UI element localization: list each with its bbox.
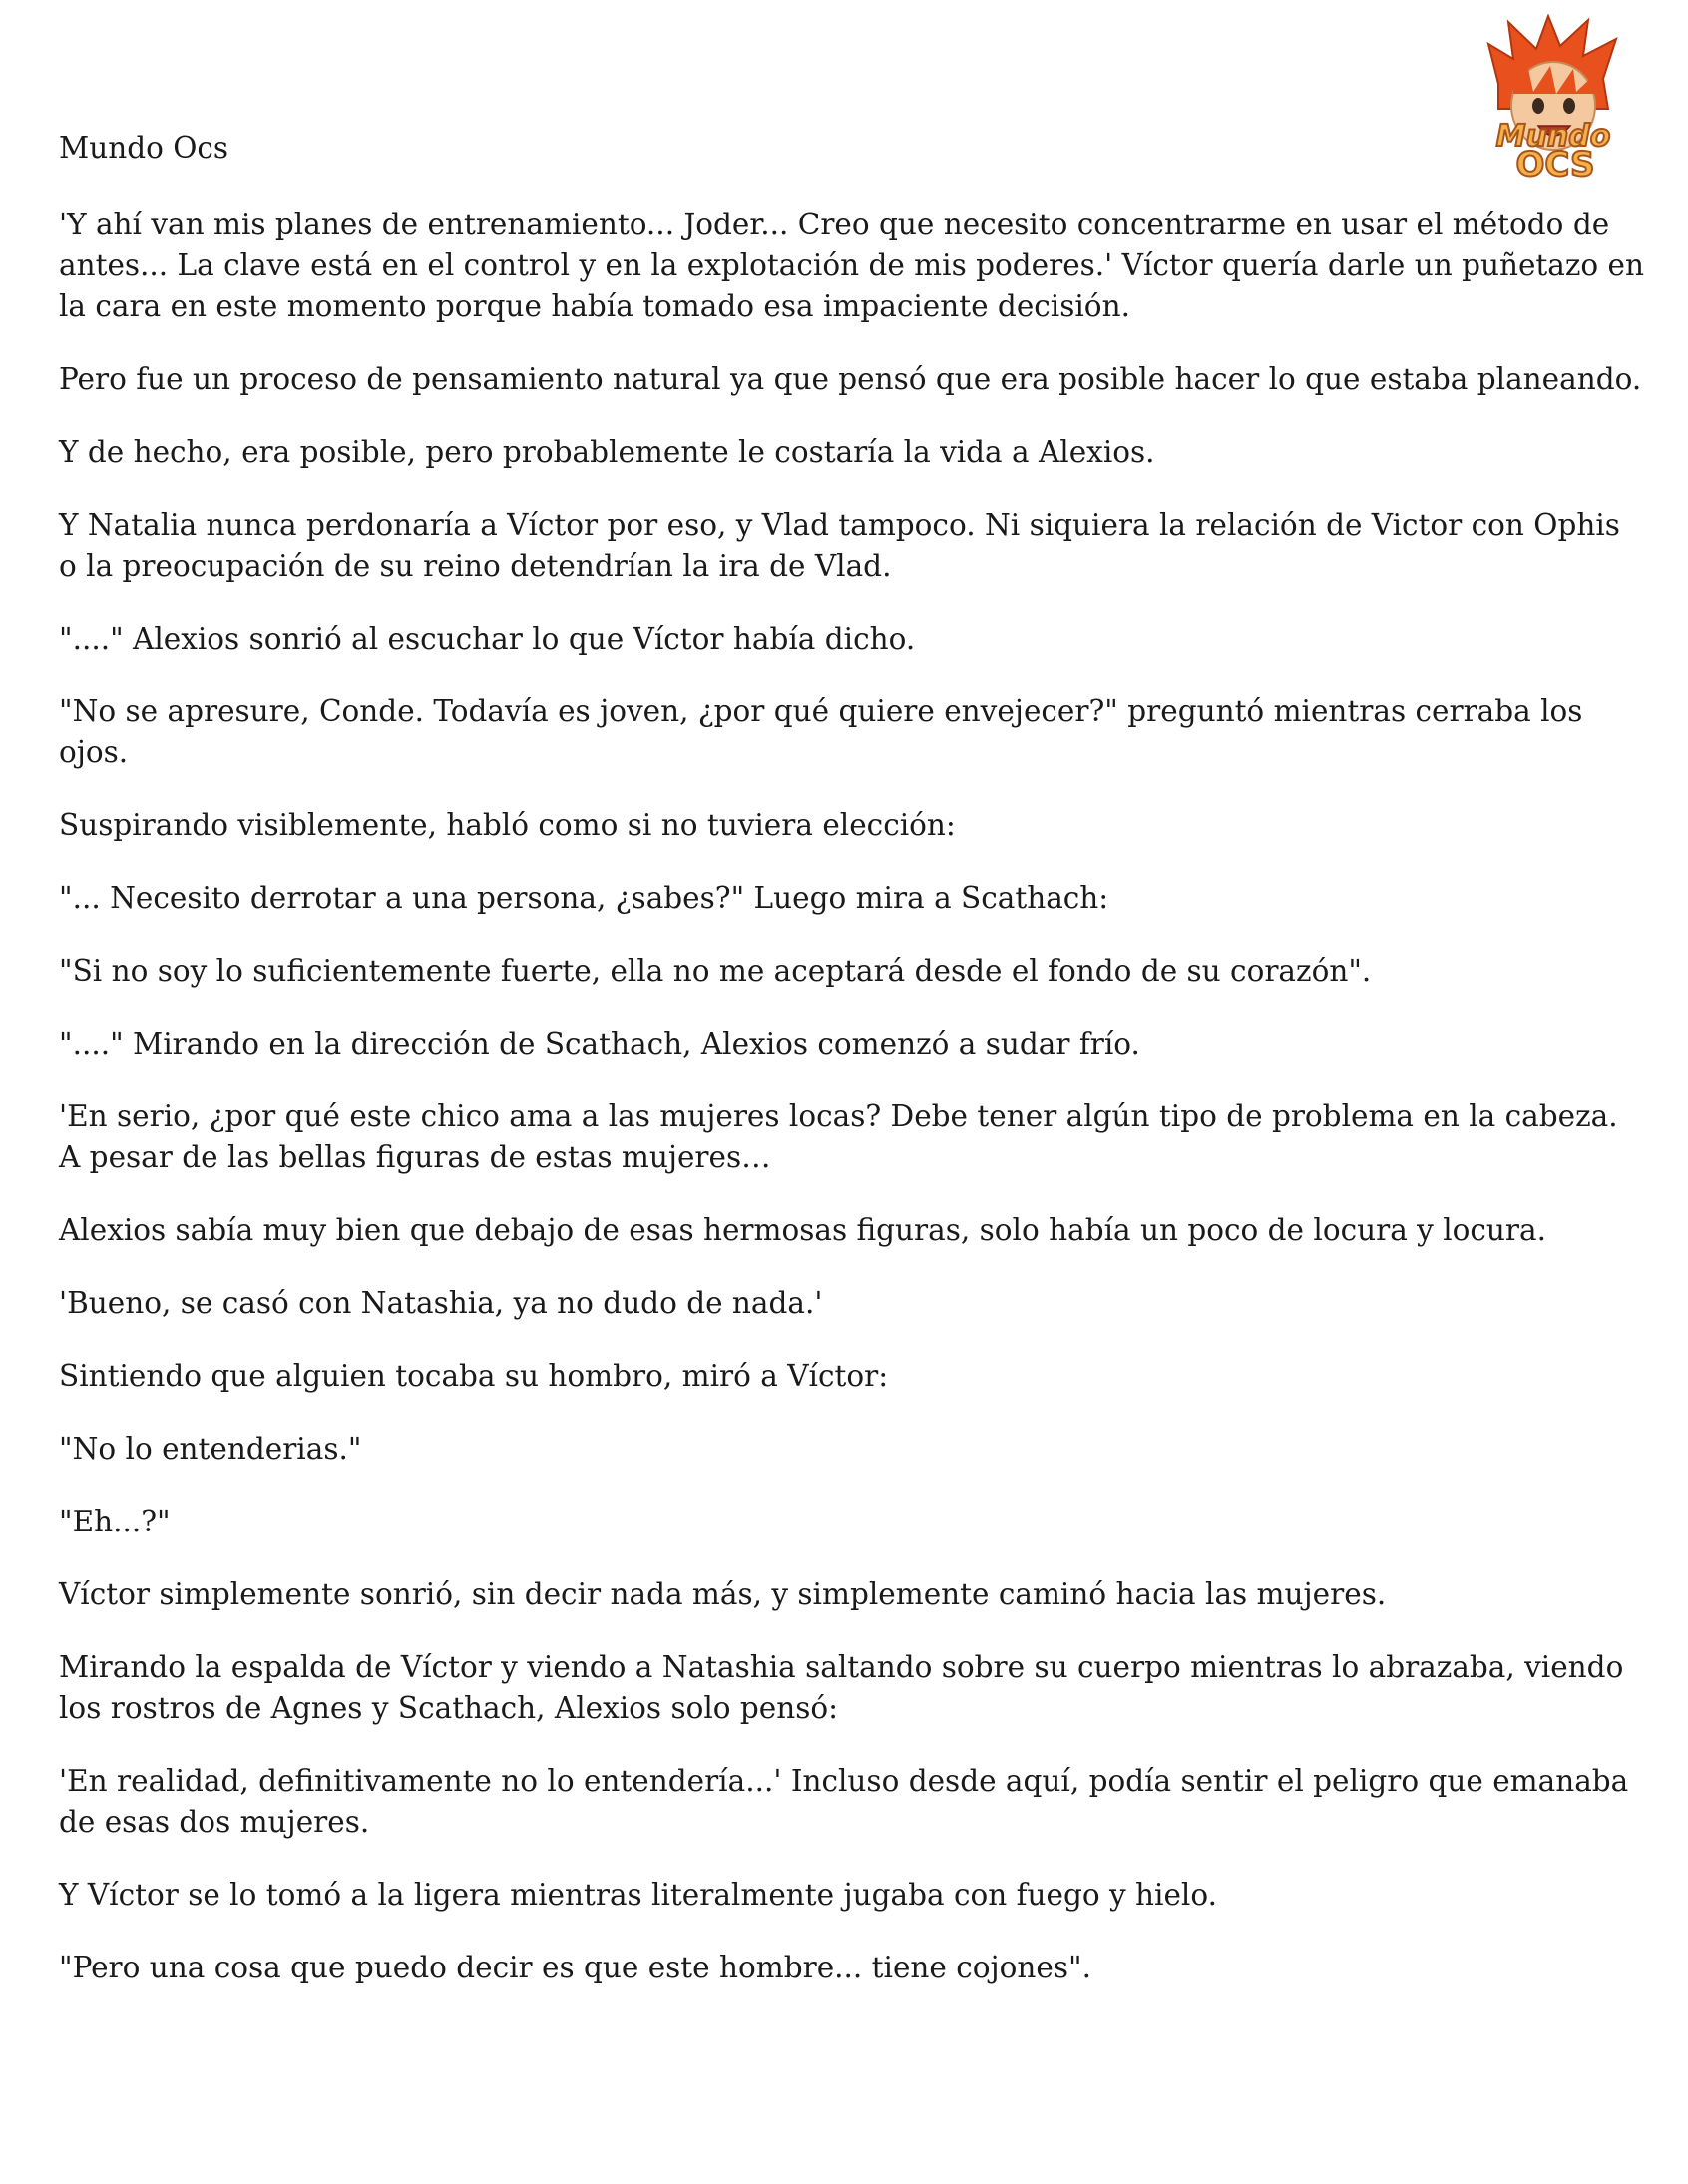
site-title: Mundo Ocs	[59, 131, 229, 165]
logo-right-eye	[1563, 98, 1575, 114]
paragraph: Víctor simplemente sonrió, sin decir nada más, y simplemente caminó hacia las mujeres.	[59, 1577, 1387, 1611]
logo-text-bottom: OCS	[1515, 145, 1595, 184]
paragraph: Sintiendo que alguien tocaba su hombro, miró a Víctor:	[59, 1359, 889, 1393]
paragraph: Alexios sabía muy bien que debajo de esas hermosas figuras, solo había un poco de locura y locura.	[59, 1213, 1546, 1247]
paragraph: 'Y ahí van mis planes de entrenamiento... Joder... Creo que necesito concentrarme en usar el método de antes... La clave está en el control y en la explotación de mis poderes.' Víctor quería darle un puñetazo en la cara en este momento porque había tomado esa impaciente decisión.	[59, 208, 1644, 323]
paragraph: "Si no soy lo suficientemente fuerte, ella no me aceptará desde el fondo de su corazón".	[59, 954, 1372, 988]
paragraph: "...." Alexios sonrió al escuchar lo que Víctor había dicho.	[59, 622, 916, 655]
paragraph: Suspirando visiblemente, habló como si no tuviera elección:	[59, 808, 956, 842]
paragraph: Y de hecho, era posible, pero probablemente le costaría la vida a Alexios.	[59, 435, 1155, 469]
logo-text-top: Mundo	[1495, 119, 1611, 154]
paragraph: Y Natalia nunca perdonaría a Víctor por eso, y Vlad tampoco. Ni siquiera la relación de Victor con Ophis o la preocupación de su reino detendrían la ira de Vlad.	[59, 508, 1620, 583]
paragraph: Pero fue un proceso de pensamiento natural ya que pensó que era posible hacer lo que estaba planeando.	[59, 362, 1642, 396]
paragraph: Mirando la espalda de Víctor y viendo a Natashia saltando sobre su cuerpo mientras lo abrazaba, viendo los rostros de Agnes y Scathach, Alexios solo pensó:	[59, 1650, 1624, 1725]
paragraph: "...." Mirando en la dirección de Scathach, Alexios comenzó a sudar frío.	[59, 1027, 1140, 1061]
paragraph: "Pero una cosa que puedo decir es que este hombre... tiene cojones".	[59, 1951, 1091, 1984]
paragraph: "No se apresure, Conde. Todavía es joven, ¿por qué quiere envejecer?" preguntó mientras cerraba los ojos.	[59, 694, 1583, 769]
paragraph: 'En realidad, definitivamente no lo entendería...' Incluso desde aquí, podía sentir el peligro que emanaba de esas dos mujeres.	[59, 1764, 1629, 1839]
paragraph: "... Necesito derrotar a una persona, ¿sabes?" Luego mira a Scathach:	[59, 881, 1109, 915]
paragraph: "No lo entenderias."	[59, 1432, 362, 1466]
paragraph: "Eh...?"	[59, 1505, 171, 1538]
logo-left-eye	[1532, 98, 1544, 114]
paragraph: 'Bueno, se casó con Natashia, ya no dudo de nada.'	[59, 1286, 823, 1320]
paragraph: 'En serio, ¿por qué este chico ama a las mujeres locas? Debe tener algún tipo de problema en la cabeza. A pesar de las bellas figuras de estas mujeres…	[59, 1099, 1618, 1174]
paragraph: Y Víctor se lo tomó a la ligera mientras literalmente jugaba con fuego y hielo.	[59, 1878, 1217, 1912]
document-body	[59, 128, 1645, 2020]
